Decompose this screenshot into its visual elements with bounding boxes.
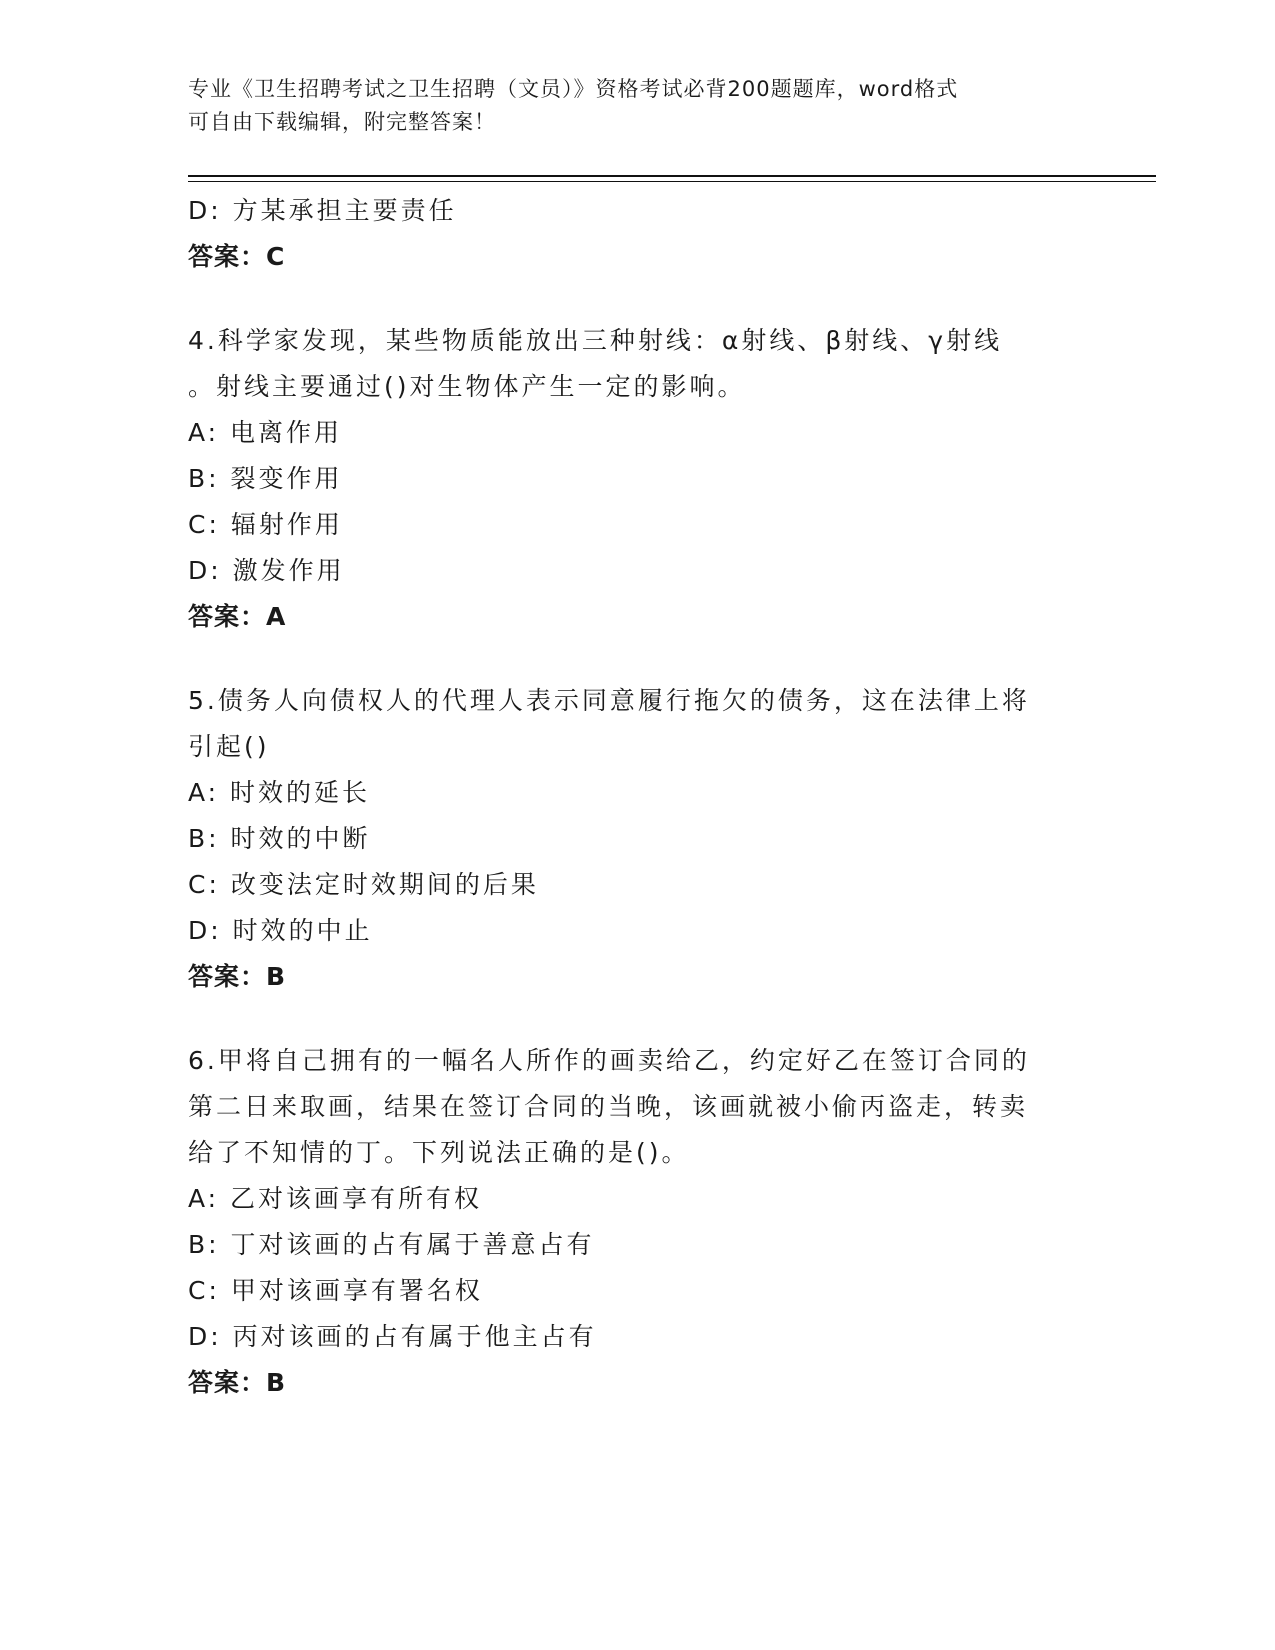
option-c: C: 辐射作用	[188, 510, 343, 539]
option-b: B: 时效的中断	[188, 824, 371, 853]
question-5	[188, 678, 1118, 1000]
question-list	[188, 188, 1118, 1406]
question-stem-line: 给了不知情的丁。下列说法正确的是()。	[188, 1138, 690, 1167]
option-a: A: 时效的延长	[188, 778, 371, 807]
header-rule-thick	[188, 175, 1156, 177]
header-line-1: 专业《卫生招聘考试之卫生招聘（文员）》资格考试必背200题题库，word格式	[188, 77, 959, 101]
option-b: B: 丁对该画的占有属于善意占有	[188, 1230, 595, 1259]
answer: 答案：C	[188, 242, 286, 271]
document-header	[188, 73, 1088, 139]
question-stem-line: 引起()	[188, 732, 270, 761]
question-stem-line: 6.甲将自己拥有的一幅名人所作的画卖给乙，约定好乙在签订合同的	[188, 1046, 1030, 1075]
question-stem-line: 5.债务人向债权人的代理人表示同意履行拖欠的债务，这在法律上将	[188, 686, 1030, 715]
question-stem-line: 第二日来取画，结果在签订合同的当晚，该画就被小偷丙盗走，转卖	[188, 1092, 1029, 1121]
option-a: A: 乙对该画享有所有权	[188, 1184, 483, 1213]
header-rule-thin	[188, 181, 1156, 182]
question-4	[188, 318, 1118, 640]
option-b: B: 裂变作用	[188, 464, 343, 493]
option-d: D: 激发作用	[188, 556, 345, 585]
answer: 答案：B	[188, 1368, 287, 1397]
header-line-2: 可自由下载编辑，附完整答案！	[188, 110, 496, 134]
option-c: C: 甲对该画享有署名权	[188, 1276, 483, 1305]
option-d: D: 时效的中止	[188, 916, 373, 945]
option-d: D: 方某承担主要责任	[188, 196, 457, 225]
question-stem-line: 。射线主要通过()对生物体产生一定的影响。	[188, 372, 746, 401]
answer: 答案：A	[188, 602, 287, 631]
option-a: A: 电离作用	[188, 418, 343, 447]
option-c: C: 改变法定时效期间的后果	[188, 870, 539, 899]
option-d: D: 丙对该画的占有属于他主占有	[188, 1322, 597, 1351]
answer: 答案：B	[188, 962, 287, 991]
question-3-tail	[188, 188, 1118, 280]
question-stem-line: 4.科学家发现，某些物质能放出三种射线：α射线、β射线、γ射线	[188, 326, 1003, 355]
question-6	[188, 1038, 1118, 1406]
